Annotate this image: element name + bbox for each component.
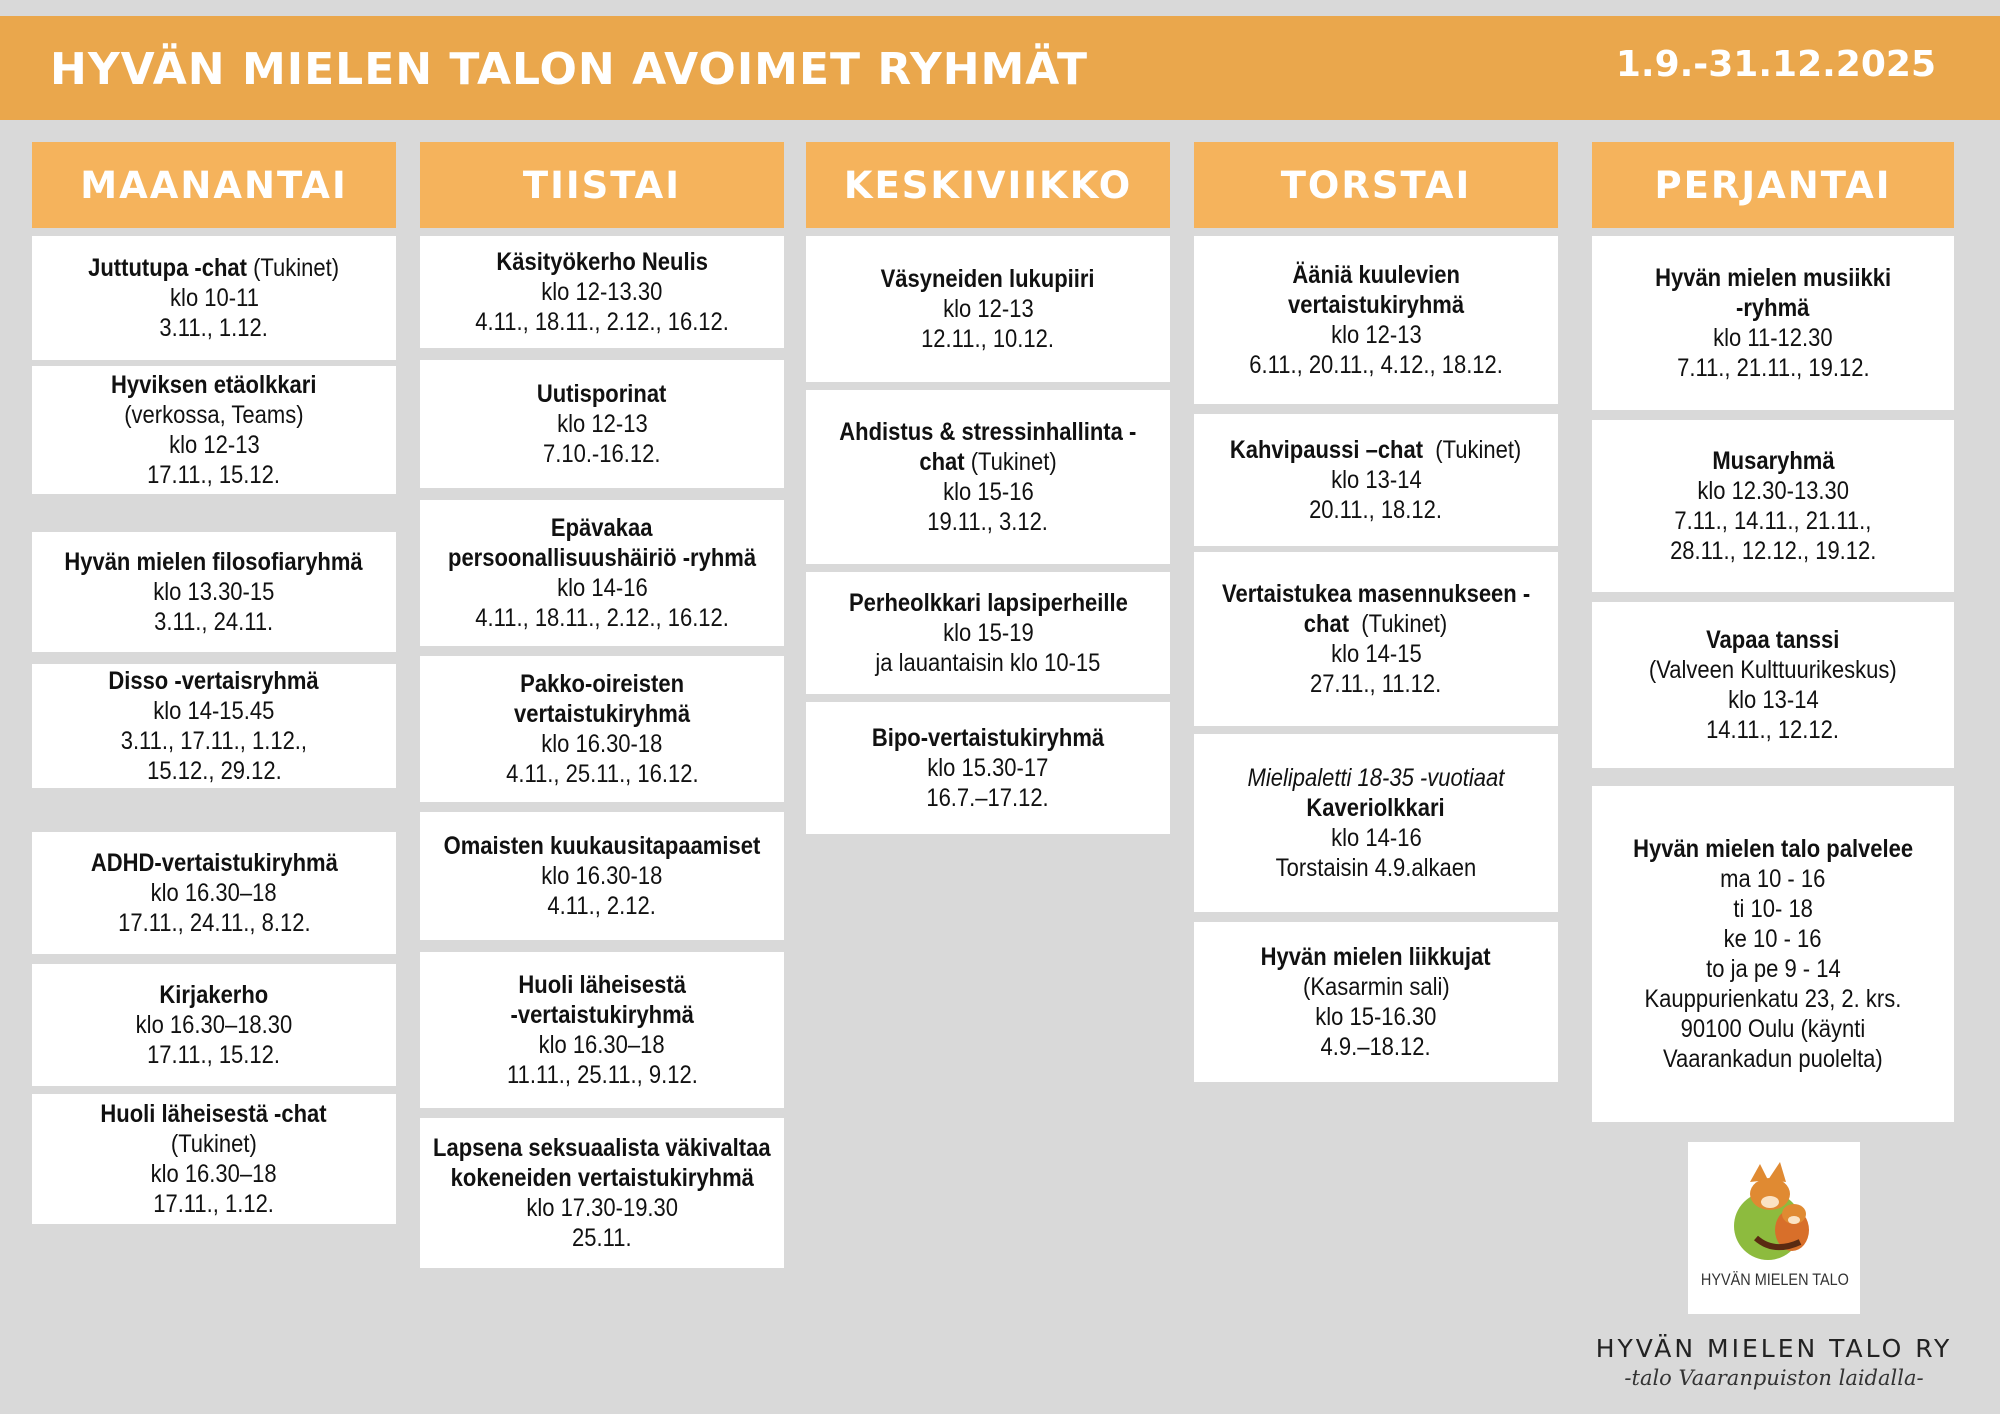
card-line: 6.11., 20.11., 4.12., 18.12. xyxy=(1249,351,1503,379)
card-line xyxy=(919,447,1056,477)
card-line: klo 16.30-18 xyxy=(541,862,663,890)
group-name: -vertaistukiryhmä xyxy=(510,1001,694,1029)
card-line: 3.11., 17.11., 1.12., xyxy=(120,727,308,755)
card-line: klo 15-16.30 xyxy=(1315,1003,1437,1031)
day-header: PERJANTAI xyxy=(1592,142,1954,228)
date-range: 1.9.-31.12.2025 xyxy=(1615,44,1936,85)
group-name: ADHD-vertaistukiryhmä xyxy=(90,849,338,877)
group-name: Ääniä kuulevien xyxy=(1292,261,1460,289)
group-card xyxy=(1194,236,1558,404)
card-line: Vaarankadun puolelta) xyxy=(1663,1045,1883,1073)
card-line: (verkossa, Teams) xyxy=(124,401,304,429)
group-card xyxy=(1194,552,1558,726)
group-name: Kirjakerho xyxy=(159,981,269,1009)
group-name: Hyviksen etäolkkari xyxy=(111,371,317,399)
group-note: (Tukinet) xyxy=(1349,610,1448,638)
group-name: vertaistukiryhmä xyxy=(1287,291,1465,319)
group-name: Omaisten kuukausitapaamiset xyxy=(443,832,761,860)
group-name: Kahvipaussi –chat xyxy=(1230,436,1424,464)
day-header: TIISTAI xyxy=(420,142,784,228)
group-card xyxy=(420,812,784,940)
card-line: 17.11., 24.11., 8.12. xyxy=(117,909,311,937)
day-column xyxy=(32,142,396,1292)
card-line: ma 10 - 16 xyxy=(1720,865,1826,893)
group-card xyxy=(420,1118,784,1268)
page-title: HYVÄN MIELEN TALON AVOIMET RYHMÄT xyxy=(50,44,1088,95)
card-line: 7.10.-16.12. xyxy=(543,440,661,468)
card-line: klo 15-16 xyxy=(942,478,1034,506)
group-card xyxy=(806,572,1170,694)
card-line: klo 15.30-17 xyxy=(927,754,1049,782)
logo xyxy=(1688,1142,1860,1314)
card-line: (Kasarmin sali) xyxy=(1302,973,1450,1001)
card-line: klo 12-13.30 xyxy=(541,278,663,306)
group-name: Pakko-oireisten xyxy=(520,670,684,698)
card-line: ti 10- 18 xyxy=(1733,895,1813,923)
card-line: klo 11-12.30 xyxy=(1713,324,1833,352)
day-header: MAANANTAI xyxy=(32,142,396,228)
card-line: klo 16.30–18 xyxy=(150,1160,278,1188)
day-column xyxy=(420,142,784,1292)
card-line: Torstaisin 4.9.alkaen xyxy=(1275,854,1477,882)
group-name: Vapaa tanssi xyxy=(1706,626,1840,654)
org-name: HYVÄN MIELEN TALO RY xyxy=(1595,1334,1953,1363)
group-card xyxy=(420,236,784,348)
card-line: 14.11., 12.12. xyxy=(1706,716,1840,744)
group-name: Hyvän mielen filosofiaryhmä xyxy=(64,548,364,576)
card-line: 27.11., 11.12. xyxy=(1310,670,1442,698)
card-line: klo 16.30–18 xyxy=(150,879,278,907)
group-name: vertaistukiryhmä xyxy=(513,700,691,728)
group-card xyxy=(32,832,396,954)
group-card xyxy=(806,702,1170,834)
day-column xyxy=(1592,142,1954,1292)
card-line: klo 14-15 xyxy=(1330,640,1422,668)
group-card xyxy=(32,964,396,1086)
group-name: Ahdistus & stressinhallinta - xyxy=(839,418,1137,446)
card-line: klo 15-19 xyxy=(942,619,1034,647)
group-name: Väsyneiden lukupiiri xyxy=(881,265,1095,293)
group-card xyxy=(32,664,396,788)
card-line: klo 12-13 xyxy=(556,410,648,438)
card-line: 12.11., 10.12. xyxy=(921,325,1055,353)
card-line: 4.9.–18.12. xyxy=(1320,1033,1432,1061)
card-line: 25.11. xyxy=(572,1224,632,1252)
card-line: klo 16.30–18.30 xyxy=(135,1011,293,1039)
group-card xyxy=(420,952,784,1108)
group-note: (Tukinet) xyxy=(964,448,1057,476)
card-line: 7.11., 21.11., 19.12. xyxy=(1676,354,1870,382)
card-line xyxy=(89,253,340,283)
group-name: Vertaistukea masennukseen - xyxy=(1221,580,1531,608)
card-line: klo 12-13 xyxy=(942,295,1034,323)
group-card xyxy=(1592,602,1954,768)
group-card xyxy=(806,390,1170,564)
card-line: 28.11., 12.12., 19.12. xyxy=(1669,537,1877,565)
group-card xyxy=(420,360,784,488)
card-line: 17.11., 15.12. xyxy=(147,1041,281,1069)
card-line xyxy=(1230,435,1521,465)
card-line: 3.11., 24.11. xyxy=(154,608,274,636)
card-line: klo 14-15.45 xyxy=(153,697,275,725)
group-card xyxy=(32,236,396,360)
card-line: klo 13-14 xyxy=(1727,686,1819,714)
group-name: Lapsena seksuaalista väkivaltaa xyxy=(433,1134,771,1162)
group-name: Hyvän mielen liikkujat xyxy=(1261,943,1491,971)
card-line: klo 16.30–18 xyxy=(538,1031,666,1059)
card-line: ja lauantaisin klo 10-15 xyxy=(875,649,1101,677)
day-column xyxy=(806,142,1170,1292)
group-note: (Tukinet) xyxy=(247,254,340,282)
group-name: Juttutupa -chat xyxy=(88,254,248,282)
card-line: klo 16.30-18 xyxy=(541,730,663,758)
group-name: -ryhmä xyxy=(1736,294,1810,322)
group-name: Disso -vertaisryhmä xyxy=(108,667,320,695)
group-name: Bipo-vertaistukiryhmä xyxy=(871,724,1105,752)
group-name: Huoli läheisestä -chat xyxy=(100,1100,328,1128)
group-name: Hyvän mielen talo palvelee xyxy=(1632,835,1914,863)
group-name: Musaryhmä xyxy=(1711,447,1835,475)
card-line: to ja pe 9 - 14 xyxy=(1705,955,1841,983)
group-card xyxy=(1194,414,1558,546)
day-header: TORSTAI xyxy=(1194,142,1558,228)
group-name: Hyvän mielen musiikki xyxy=(1654,264,1892,292)
fox-logo-icon xyxy=(1688,1142,1860,1270)
card-line: klo 13-14 xyxy=(1330,466,1422,494)
group-card xyxy=(1194,734,1558,912)
card-line: Mielipaletti 18-35 -vuotiaat xyxy=(1247,764,1505,792)
card-line: 15.12., 29.12. xyxy=(146,757,282,785)
card-line: 4.11., 18.11., 2.12., 16.12. xyxy=(475,604,729,632)
card-line: (Valveen Kulttuurikeskus) xyxy=(1649,656,1897,684)
group-name: persoonallisuushäiriö -ryhmä xyxy=(447,544,757,572)
day-header: KESKIVIIKKO xyxy=(806,142,1170,228)
card-line: 3.11., 1.12. xyxy=(159,314,269,342)
card-line: klo 12-13 xyxy=(1330,321,1422,349)
card-line: 4.11., 18.11., 2.12., 16.12. xyxy=(475,308,729,336)
card-line: klo 12-13 xyxy=(168,431,260,459)
group-note: (Tukinet) xyxy=(1423,436,1522,464)
card-line: klo 14-16 xyxy=(1330,824,1422,852)
card-line xyxy=(1304,609,1447,639)
logo-text: HYVÄN MIELEN TALO xyxy=(1700,1270,1849,1289)
card-line: 17.11., 15.12. xyxy=(147,461,281,489)
group-card xyxy=(32,366,396,494)
group-card xyxy=(420,500,784,646)
card-line: 4.11., 2.12. xyxy=(547,892,657,920)
group-name: chat xyxy=(919,448,965,476)
card-line: 7.11., 14.11., 21.11., xyxy=(1674,507,1872,535)
card-line: klo 13.30-15 xyxy=(153,578,275,606)
group-name: Epävakaa xyxy=(551,514,653,542)
group-card xyxy=(1592,786,1954,1122)
group-card xyxy=(1194,922,1558,1082)
group-name: Huoli läheisestä xyxy=(518,971,686,999)
header-banner xyxy=(0,16,2000,120)
group-name: Kaveriolkkari xyxy=(1306,794,1446,822)
group-name: chat xyxy=(1304,610,1350,638)
group-card xyxy=(32,1094,396,1224)
card-line: 17.11., 1.12. xyxy=(153,1190,275,1218)
card-line: 4.11., 25.11., 16.12. xyxy=(505,760,699,788)
card-line: 90100 Oulu (käynti xyxy=(1680,1015,1866,1043)
day-column xyxy=(1194,142,1558,1292)
group-card xyxy=(806,236,1170,382)
group-card xyxy=(1592,420,1954,592)
card-line: 19.11., 3.12. xyxy=(927,508,1049,536)
group-name: Käsityökerho Neulis xyxy=(496,248,708,276)
group-name: kokeneiden vertaistukiryhmä xyxy=(450,1164,754,1192)
org-tagline: -talo Vaaranpuiston laidalla- xyxy=(1624,1366,1924,1390)
group-card xyxy=(420,656,784,802)
group-name: Perheolkkari lapsiperheille xyxy=(848,589,1128,617)
card-line: ke 10 - 16 xyxy=(1724,925,1822,953)
card-line: klo 12.30-13.30 xyxy=(1697,477,1849,505)
card-line: 16.7.–17.12. xyxy=(926,784,1050,812)
group-name: Uutisporinat xyxy=(537,380,667,408)
card-line: klo 14-16 xyxy=(556,574,648,602)
card-line: 20.11., 18.12. xyxy=(1309,496,1443,524)
card-line: Kauppurienkatu 23, 2. krs. xyxy=(1644,985,1902,1013)
card-line: 11.11., 25.11., 9.12. xyxy=(506,1061,698,1089)
card-line: (Tukinet) xyxy=(171,1130,257,1158)
group-card xyxy=(1592,236,1954,410)
card-line: klo 17.30-19.30 xyxy=(526,1194,678,1222)
card-line: klo 10-11 xyxy=(169,284,259,312)
group-card xyxy=(32,532,396,652)
